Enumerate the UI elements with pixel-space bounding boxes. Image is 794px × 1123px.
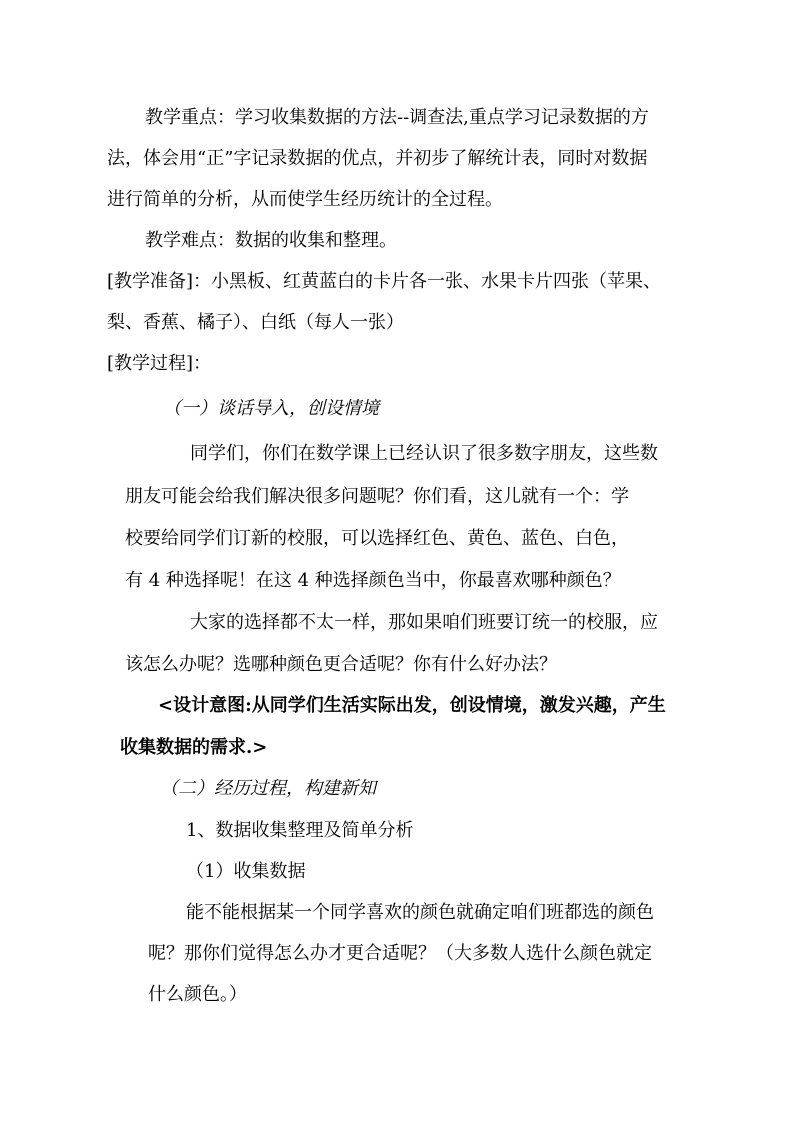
section-2-paragraph-line-1: 能不能根据某一个同学喜欢的颜色就确定咱们班都选的颜色 [186, 902, 654, 923]
design-intent-line-1: <设计意图:从同学们生活实际出发，创设情境，激发兴趣，产生 [158, 695, 666, 716]
section-1-paragraph-1-line-2: 朋友可能会给我们解决很多问题呢？你们看，这儿就有一个：学 [125, 486, 629, 507]
section-2-heading: （二）经历过程，构建新知 [160, 778, 376, 799]
preparation-line-2: 梨、香蕉、橘子）、白纸（每人一张） [107, 312, 404, 333]
preparation-line-1: [教学准备]：小黑板、红黄蓝白的卡片各一张、水果卡片四张（苹果、 [107, 271, 662, 292]
section-1-paragraph-1-line-3: 校要给同学们订新的校服，可以选择红色、黄色、蓝色、白色， [125, 528, 629, 549]
section-1-paragraph-2-line-2: 该怎么办呢？选哪种颜色更合适呢？你有什么好办法？ [125, 654, 557, 675]
subsection-1-1-title: （1）收集数据 [186, 861, 306, 882]
focus-line-1: 教学重点：学习收集数据的方法--调查法,重点学习记录数据的方 [145, 107, 649, 128]
section-2-paragraph-line-2: 呢？那你们觉得怎么办才更合适呢？（大多数人选什么颜色就定 [148, 943, 652, 964]
section-1-paragraph-1-line-4: 有 4 种选择呢！在这 4 种选择颜色当中，你最喜欢哪种颜色？ [125, 570, 621, 591]
subsection-1-title: 1、数据收集整理及简单分析 [186, 820, 414, 841]
section-1-paragraph-1-line-1: 同学们，你们在数学课上已经认识了很多数字朋友，这些数 [190, 443, 658, 464]
focus-line-2: 法，体会用“正”字记录数据的优点，并初步了解统计表，同时对数据 [107, 148, 648, 169]
design-intent-line-2: 收集数据的需求.> [120, 737, 268, 758]
section-1-paragraph-2-line-1: 大家的选择都不太一样，那如果咱们班要订统一的校服，应 [190, 612, 658, 633]
process-label: [教学过程]： [107, 353, 212, 374]
section-1-heading: （一）谈话导入，创设情境 [163, 398, 379, 419]
focus-line-3: 进行简单的分析，从而使学生经历统计的全过程。 [107, 189, 503, 210]
section-2-paragraph-line-3: 什么颜色。） [148, 984, 247, 1005]
difficulty-text: 教学难点：数据的收集和整理。 [145, 230, 397, 251]
